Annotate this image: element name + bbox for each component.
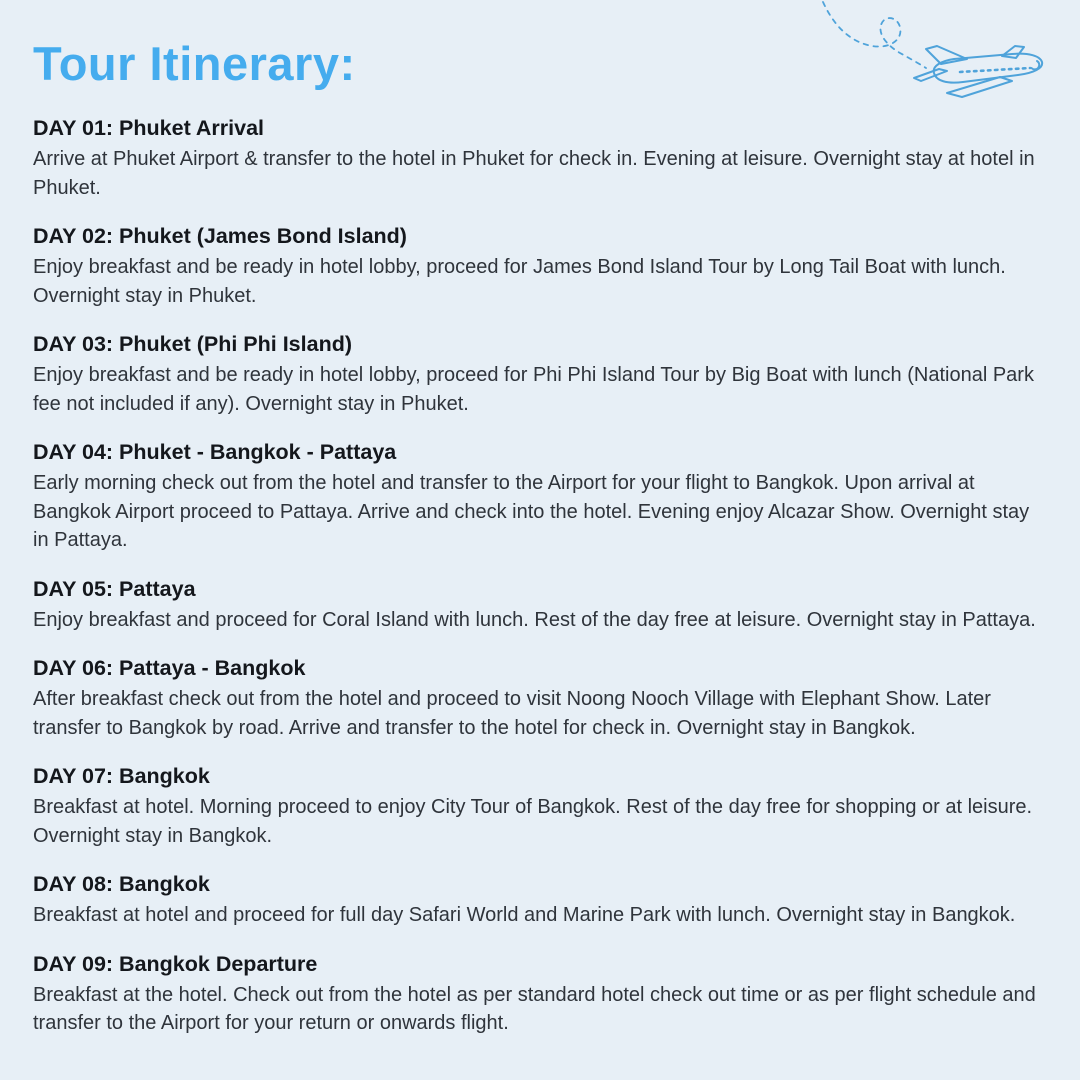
day-heading: DAY 03: Phuket (Phi Phi Island)	[33, 332, 352, 356]
itinerary-day-section	[33, 438, 1047, 555]
day-heading: DAY 05: Pattaya	[33, 576, 196, 601]
day-heading: DAY 09: Bangkok Departure	[33, 951, 318, 976]
itinerary-day-section	[33, 654, 1047, 742]
day-body: Early morning check out from the hotel and transfer to the Airport for your flight to Bangkok. Upon arrival at Bangkok Airport proceed to Pattaya. Arrive and check into the hotel. Evening enjoy Alcazar Show. Overnight stay in Pattaya.	[33, 472, 1030, 551]
day-body: Arrive at Phuket Airport & transfer to the hotel in Phuket for check in. Evening at leisure. Overnight stay at hotel in Phuket.	[33, 148, 1035, 199]
day-body: Enjoy breakfast and be ready in hotel lobby, proceed for James Bond Island Tour by Long Tail Boat with lunch. Overnight stay in Phuket.	[33, 256, 1006, 307]
day-heading: DAY 04: Phuket - Bangkok - Pattaya	[33, 440, 397, 464]
day-body: After breakfast check out from the hotel and proceed to visit Noong Nooch Village with Elephant Show. Later transfer to Bangkok by road. Arrive and transfer to the hotel for check in. Overnight stay in Bangkok.	[33, 688, 991, 739]
itinerary-day-section	[33, 222, 1047, 310]
day-heading: DAY 06: Pattaya - Bangkok	[33, 656, 306, 680]
itinerary-list	[33, 114, 1047, 1038]
day-heading: DAY 07: Bangkok	[33, 764, 210, 788]
day-body: Enjoy breakfast and be ready in hotel lobby, proceed for Phi Phi Island Tour by Big Boat with lunch (National Park fee not included if any). Overnight stay in Phuket.	[33, 364, 1034, 415]
itinerary-day-section	[33, 950, 1047, 1038]
day-heading: DAY 08: Bangkok	[33, 872, 210, 896]
itinerary-day-section	[33, 114, 1047, 202]
page-title: Tour Itinerary:	[33, 37, 356, 90]
day-heading: DAY 01: Phuket Arrival	[33, 116, 265, 140]
day-body: Breakfast at hotel. Morning proceed to enjoy City Tour of Bangkok. Rest of the day free for shopping or at leisure. Overnight stay in Bangkok.	[33, 796, 1033, 847]
itinerary-day-section	[33, 575, 1047, 635]
day-heading: DAY 02: Phuket (James Bond Island)	[33, 224, 407, 248]
day-body: Enjoy breakfast and proceed for Coral Island with lunch. Rest of the day free at leisure. Overnight stay in Pattaya.	[33, 608, 1036, 631]
day-body: Breakfast at the hotel. Check out from the hotel as per standard hotel check out time or as per flight schedule and transfer to the Airport for your return or onwards flight.	[33, 983, 1036, 1034]
day-body: Breakfast at hotel and proceed for full day Safari World and Marine Park with lunch. Overnight stay in Bangkok.	[33, 904, 1016, 926]
itinerary-day-section	[33, 330, 1047, 418]
itinerary-day-section	[33, 762, 1047, 850]
itinerary-day-section	[33, 870, 1047, 930]
